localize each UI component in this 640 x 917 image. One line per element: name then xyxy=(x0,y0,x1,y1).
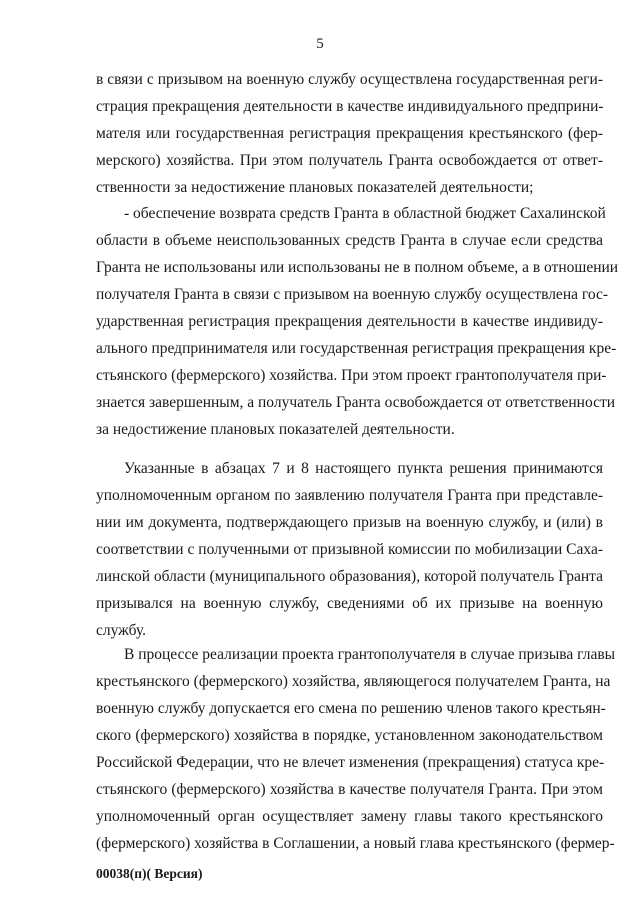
paragraph-2-line-4: получателя Гранта в связи с призывом на военную службу осуществлена гос- xyxy=(96,286,609,303)
paragraph-2-line-9: за недостижение плановых показателей деятельности. xyxy=(96,421,455,438)
paragraph-1-line-4: мерского) хозяйства. При этом получатель Гранта освобождается от ответ- xyxy=(96,152,603,169)
paragraph-4-line-2: крестьянского (фермерского) хозяйства, являющегося получателем Гранта, на xyxy=(96,673,611,690)
paragraph-4-line-4: ского (фермерского) хозяйства в порядке, установленном законодательством xyxy=(96,727,603,744)
paragraph-4-line-5: Российской Федерации, что не влечет изменения (прекращения) статуса кре- xyxy=(96,754,605,771)
document-footer-code: 00038(п)( Версия) xyxy=(96,866,203,881)
page-number: 5 xyxy=(316,36,324,52)
paragraph-2-line-7: стьянского (фермерского) хозяйства. При этом проект грантополучателя при- xyxy=(96,367,607,384)
paragraph-2-line-6: ального предпринимателя или государственная регистрация прекращения кре- xyxy=(96,340,617,357)
paragraph-3-line-6: призывался на военную службу, сведениями об их призыве на военную xyxy=(96,595,603,612)
paragraph-4-line-3: военную службу допускается его смена по решению членов такого крестьян- xyxy=(96,700,606,717)
paragraph-3-line-3: нии им документа, подтверждающего призыв на военную службу, и (или) в xyxy=(96,514,603,531)
paragraph-1-line-2: страция прекращения деятельности в качестве индивидуального предприни- xyxy=(96,98,604,115)
paragraph-3-line-2: уполномоченным органом по заявлению получателя Гранта при представле- xyxy=(96,487,603,504)
paragraph-1-line-3: мателя или государственная регистрация прекращения крестьянского (фер- xyxy=(96,125,603,142)
paragraph-3-line-7: службу. xyxy=(96,622,147,639)
paragraph-1-line-5: ственности за недостижение плановых показателей деятельности; xyxy=(96,179,534,196)
paragraph-3-line-5: линской области (муниципального образования), которой получатель Гранта xyxy=(96,568,603,585)
paragraph-2-line-5: ударственная регистрация прекращения деятельности в качестве индивиду- xyxy=(96,313,603,330)
paragraph-4-line-7: уполномоченный орган осуществляет замену главы такого крестьянского xyxy=(96,808,603,825)
paragraph-4-line-8: (фермерского) хозяйства в Соглашении, а новый глава крестьянского (фермер- xyxy=(96,835,615,852)
paragraph-1-line-1: в связи с призывом на военную службу осуществлена государственная реги- xyxy=(96,71,603,88)
paragraph-2-line-1: - обеспечение возврата средств Гранта в областной бюджет Сахалинской xyxy=(124,205,606,222)
paragraph-4-line-1: В процессе реализации проекта грантополучателя в случае призыва главы xyxy=(124,646,616,663)
paragraph-3-line-1: Указанные в абзацах 7 и 8 настоящего пункта решения принимаются xyxy=(124,460,603,477)
paragraph-2-line-8: знается завершенным, а получатель Гранта освобождается от ответственности xyxy=(96,394,616,411)
paragraph-4-line-6: стьянского (фермерского) хозяйства в качестве получателя Гранта. При этом xyxy=(96,781,603,798)
paragraph-3-line-4: соответствии с полученными от призывной комиссии по мобилизации Саха- xyxy=(96,541,603,558)
paragraph-2-line-2: области в объеме неиспользованных средств Гранта в случае если средства xyxy=(96,232,603,249)
paragraph-2-line-3: Гранта не использованы или использованы не в полном объеме, а в отношении xyxy=(96,259,619,276)
